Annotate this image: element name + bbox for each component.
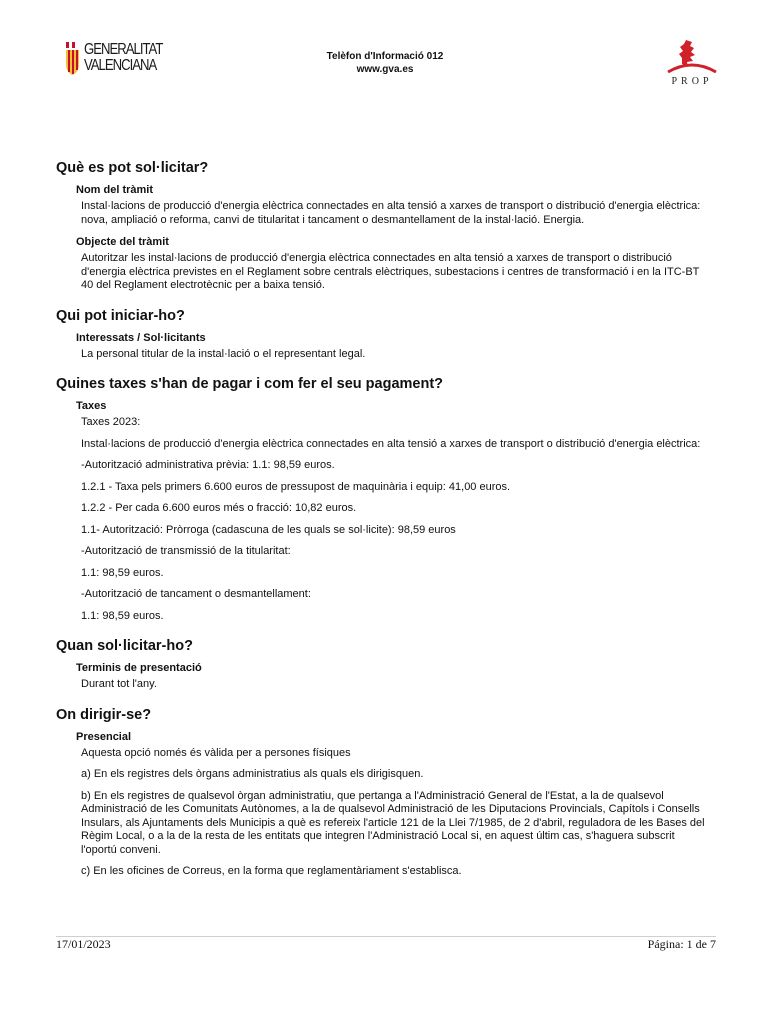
- paragraph: 1.1- Autorització: Pròrroga (cadascuna de les quals se sol·licite): 98,59 euros: [81, 523, 456, 536]
- section-subtitle: Objecte del tràmit: [76, 236, 169, 248]
- section: [56, 706, 706, 879]
- footer-page-number: Página: 1 de 7: [647, 937, 716, 951]
- section-title: On dirigir-se?: [56, 706, 152, 723]
- paragraph: Durant tot l'any.: [81, 678, 157, 690]
- section-subtitle: Interessats / Sol·licitants: [76, 331, 206, 344]
- section-subtitle: Presencial: [76, 730, 132, 743]
- prop-logo: [664, 38, 720, 90]
- paragraph: -Autorització de tancament o desmantellament:: [81, 588, 311, 600]
- paragraph: Instal·lacions de producció d'energia elèctrica connectades en alta tensió a xarxes de transport o distribució d'energia elèctrica: nova, ampliació o reforma, canvi de titularitat i tancament o desmantellament de la instal·lació. Energia.: [81, 200, 701, 226]
- paragraph: 1.1: 98,59 euros.: [81, 566, 164, 579]
- prop-emblem-icon: [664, 38, 720, 78]
- section: [56, 159, 706, 293]
- paragraph: Aquesta opció només és vàlida per a persones físiques: [81, 746, 351, 759]
- paragraph: 1.1: 98,59 euros.: [81, 609, 164, 622]
- section-title: Què es pot sol·licitar?: [56, 160, 209, 176]
- paragraph: Taxes 2023:: [81, 416, 141, 428]
- paragraph: a) En els registres dels òrgans administratius als quals els dirigisquen.: [81, 768, 424, 780]
- footer-date: 17/01/2023: [56, 937, 111, 951]
- paragraph: 1.2.2 - Per cada 6.600 euros més o fracció: 10,82 euros.: [81, 502, 357, 514]
- website-link[interactable]: www.gva.es: [356, 64, 414, 75]
- generalitat-name: GENERALITAT VALENCIANA: [84, 41, 163, 74]
- section-subtitle: Taxes: [76, 400, 107, 412]
- section-title: Quines taxes s'han de pagar i com fer el seu pagament?: [56, 376, 444, 392]
- paragraph: b) En els registres de qualsevol òrgan administratiu, que pertanga a l'Administració General de l'Estat, a la de qualsevol Administració de les Comunitats Autònomes, a la de qualsevol Administració de les Diputacions Provincials, Capítols i Consells Insulars, als Ajuntaments dels Municipis a què es refereix l'article 121 de la Llei 7/1985, de 2 d'abril, reguladora de les Bases del Règim Local, o a la de la resta de les entitats que integren l'Administració Local si, en aquest últim cas, s'haguera subscrit l'oportú conveni.: [81, 789, 705, 856]
- prop-label: PROP: [671, 76, 713, 87]
- paragraph: Instal·lacions de producció d'energia elèctrica connectades en alta tensió a xarxes de transport o distribució d'energia elèctrica:: [81, 437, 701, 450]
- main-content: [56, 159, 706, 893]
- section-title: Quan sol·licitar-ho?: [56, 638, 193, 654]
- section-title: Qui pot iniciar-ho?: [56, 307, 185, 324]
- paragraph: 1.2.1 - Taxa pels primers 6.600 euros de pressupost de maquinària i equip: 41,00 euros.: [81, 480, 511, 493]
- paragraph: Autoritzar les instal·lacions de producció d'energia elèctrica connectades en alta tensió a xarxes de transport o distribució d'energia elèctrica previstes en el Reglament sobre centrals elèctriques, subestacions i centres de transformació i en la ITC-BT 40 del Reglament electrotècnic per a baixa tensió.: [81, 252, 700, 291]
- footer-divider: [56, 936, 716, 937]
- section-subtitle: Terminis de presentació: [76, 662, 202, 674]
- paragraph: c) En les oficines de Correus, en la forma que reglamentàriament s'establisca.: [81, 865, 462, 877]
- section: [56, 375, 706, 623]
- paragraph: La personal titular de la instal·lació o el representant legal.: [81, 347, 366, 360]
- header-contact: [0, 50, 770, 76]
- section-subtitle: Nom del tràmit: [76, 184, 154, 196]
- section: [56, 637, 706, 692]
- paragraph: -Autorització de transmissió de la titularitat:: [81, 545, 291, 557]
- phone-info: Telèfon d'Informació 012: [326, 51, 444, 62]
- paragraph: -Autorització administrativa prèvia: 1.1: 98,59 euros.: [81, 459, 335, 471]
- section: [56, 307, 706, 362]
